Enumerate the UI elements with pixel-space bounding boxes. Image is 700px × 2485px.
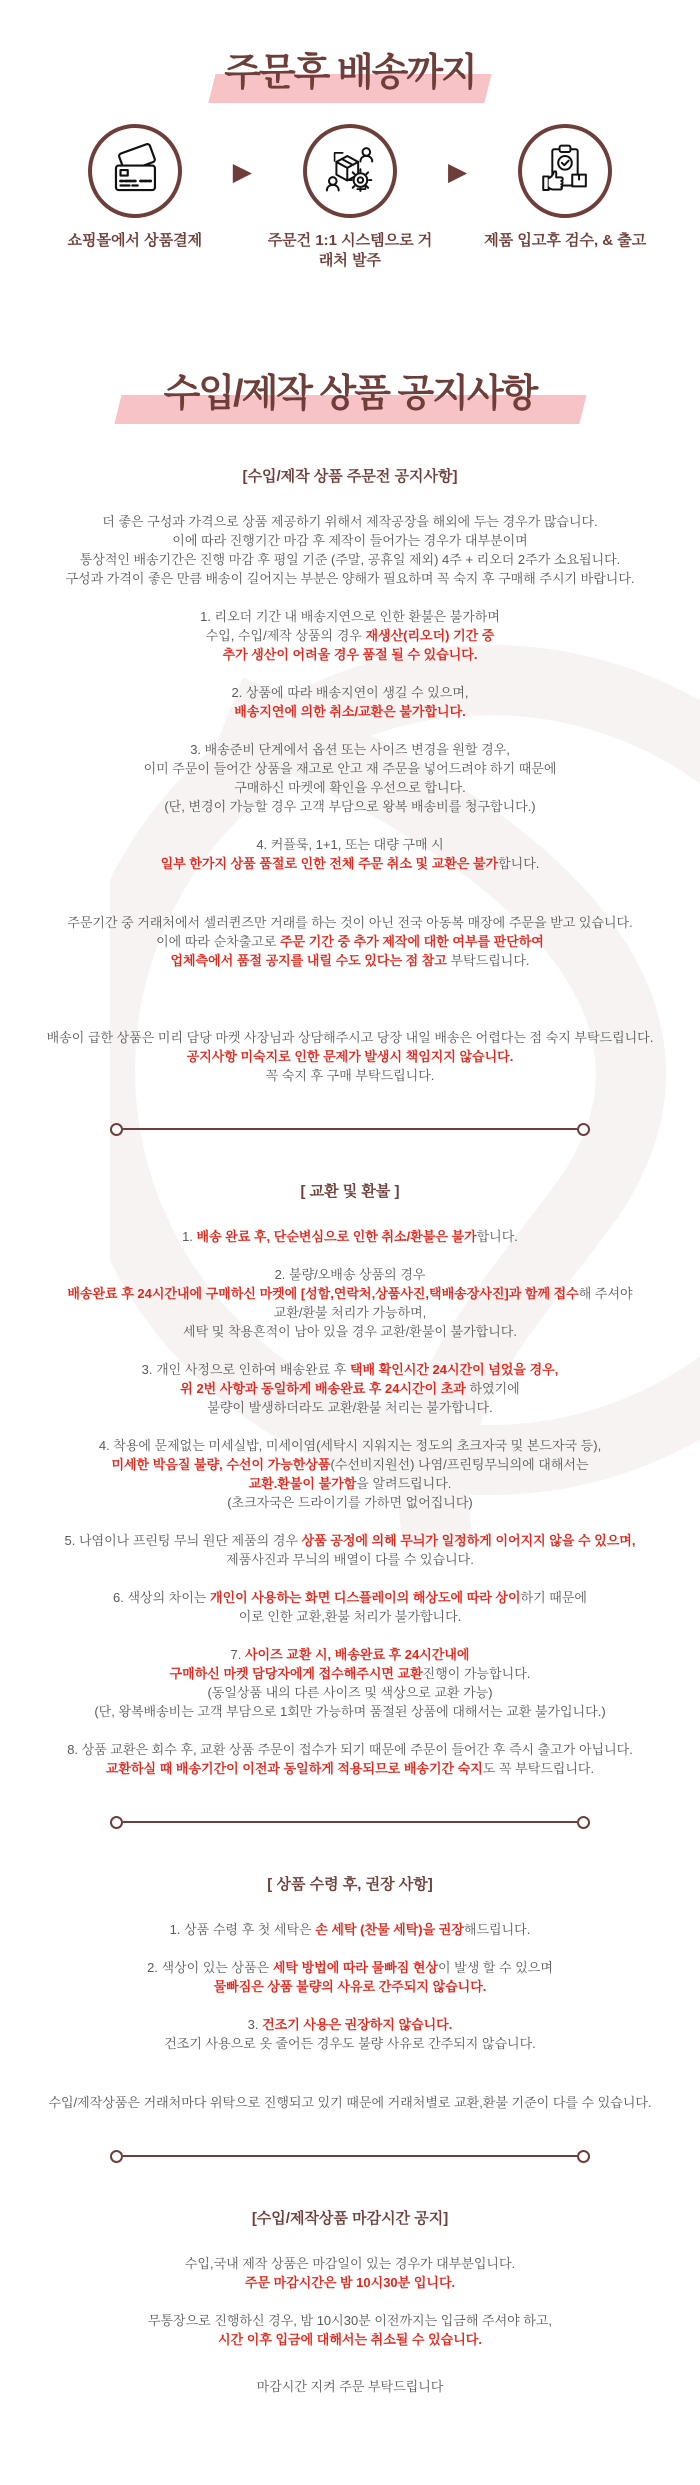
credit-card-icon [106, 142, 164, 200]
text-segment: 5. 나염이나 프린팅 무늬 원단 제품의 경우 [64, 1532, 302, 1548]
notice-line [0, 1379, 700, 1398]
text-segment: 세탁 및 착용흔적이 남아 있을 경우 교환/환불이 불가합니다. [183, 1323, 517, 1339]
text-segment: 배송이 급한 상품은 미리 담당 마켓 사장님과 상담해주시고 당장 내일 배송은 어렵다는 점 숙지 부탁드립니다. [46, 1029, 654, 1045]
text-segment: 수입, 수입/제작 상품의 경우 [205, 627, 366, 643]
highlighted-title-text: 수입/제작 상품 공지사항 [164, 371, 537, 419]
notice-line [0, 645, 700, 664]
arrow-right-icon: ▶ [448, 157, 468, 186]
text-segment: 1. 리오더 기간 내 배송지연으로 인한 환불은 불가하며 [200, 608, 500, 624]
notice-line [0, 932, 700, 951]
notice-line [0, 1455, 700, 1474]
notice-line [0, 626, 700, 645]
notice-paragraph [0, 1265, 700, 1341]
step-label-line: & 출고 [602, 231, 647, 249]
text-segment: 3. 배송준비 단계에서 옵션 또는 사이즈 변경을 원할 경우, [190, 741, 510, 757]
notice-paragraph [0, 1920, 700, 1939]
page-title-order-to-delivery [0, 0, 700, 98]
notice-line [0, 1493, 700, 1512]
text-segment: 교환.환불이 불가함 [248, 1475, 357, 1491]
text-segment: 주문 기간 중 추가 제작에 대한 여부를 판단하여 [279, 933, 544, 949]
notice-line [0, 913, 700, 932]
notice-line [0, 1303, 700, 1322]
notice-line [0, 1920, 700, 1939]
text-segment: 이로 인한 교환,환불 처리가 불가합니다. [238, 1608, 462, 1624]
notice-paragraph [0, 512, 700, 588]
notice-paragraph [0, 1740, 700, 1778]
notice-line [0, 2254, 700, 2273]
notice-line [0, 1265, 700, 1284]
notice-line [0, 797, 700, 816]
notice-paragraph [0, 2377, 700, 2396]
notice-paragraph [0, 2311, 700, 2349]
text-segment: (수선비지원선) 나염/프린팅무늬의에 대해서는 [330, 1456, 589, 1472]
notice-line [0, 1360, 700, 1379]
text-segment: 이에 따라 순차출고로 [156, 933, 280, 949]
text-segment: 주문 마감시간은 밤 10시30분 입니다. [244, 2274, 456, 2290]
step-circle [518, 124, 612, 218]
divider-endpoint-dot [577, 1816, 590, 1829]
notice-line [0, 2015, 700, 2034]
text-segment: 2. 상품에 따라 배송지연이 생길 수 있으며, [231, 684, 469, 700]
text-segment: 세탁 방법에 따라 물빠짐 현상 [272, 1959, 438, 1975]
notice-line [0, 2330, 700, 2349]
text-segment: 시간 이후 입금에 대해서는 취소될 수 있습니다. [218, 2331, 482, 2347]
divider-endpoint-dot [577, 2150, 590, 2163]
notice-line [0, 2273, 700, 2292]
text-segment: 불량이 발생하더라도 교환/환불 처리는 불가합니다. [207, 1399, 493, 1415]
text-segment: 수입,국내 제작 상품은 마감일이 있는 경우가 대부분입니다. [184, 2255, 516, 2271]
text-segment: 택배 확인시간 24시간이 넘었을 경우, [349, 1361, 559, 1377]
text-segment: 더 좋은 구성과 가격으로 상품 제공하기 위해서 제작공장을 해외에 두는 경우가 많습니다. [102, 513, 598, 529]
step-payment [47, 124, 223, 251]
step-order-system [262, 124, 438, 272]
text-segment: 무통장으로 진행하신 경우, 밤 10시30분 이전까지는 입금해 주셔야 하고, [147, 2312, 553, 2328]
section-heading: [ 상품 수령 후, 권장 사항] [267, 1875, 433, 1893]
notice-line [0, 702, 700, 721]
notice-paragraph [0, 740, 700, 816]
notice-paragraph [0, 2015, 700, 2053]
step-label-line: 주문건 1:1 시스템으로 [267, 231, 414, 249]
section-heading: [ 교환 및 환불 ] [300, 1182, 400, 1200]
step-label-line: 제품 입고후 검수, [484, 231, 599, 249]
text-segment: 이에 따라 진행기간 마감 후 제작이 들어가는 경우가 대부분이며 [172, 532, 528, 548]
divider-endpoint-dot [577, 1123, 590, 1136]
page-title-import-production-notice [0, 371, 700, 419]
notice-line [0, 1683, 700, 1702]
notice-paragraph [0, 1531, 700, 1569]
notice-line [0, 2311, 700, 2330]
notice-paragraph [0, 1028, 700, 1085]
text-segment: 재생산(리오더) 기간 중 [365, 627, 495, 643]
divider-endpoint-dot [110, 1123, 123, 1136]
text-segment: (동일상품 내의 다른 사이즈 및 색상으로 교환 가능) [207, 1684, 493, 1700]
notice-line [0, 607, 700, 626]
text-segment: 해 주셔야 [578, 1285, 633, 1301]
text-segment: 4. 착용에 문제없는 미세실밥, 미세이염(세탁시 지워지는 정도의 초크자국 및 본드자국 등), [98, 1437, 602, 1453]
text-segment: 수입/제작상품은 거래처마다 위탁으로 진행되고 있기 때문에 거래처별로 교환,환불 기준이 다를 수 있습니다. [48, 2094, 652, 2110]
text-segment: 6. 색상의 차이는 [113, 1589, 211, 1605]
notice-line [0, 569, 700, 588]
highlighted-title-text: 주문후 배송까지 [224, 50, 476, 98]
notice-sections [0, 465, 700, 2485]
notice-line [0, 759, 700, 778]
notice-section-deadline-notice [0, 2207, 700, 2396]
divider-line [123, 1128, 577, 1130]
text-segment: 위 2번 사항과 동일하게 배송완료 후 24시간이 초과 [180, 1380, 466, 1396]
text-segment: 7. [230, 1646, 245, 1662]
notice-line [0, 854, 700, 873]
text-segment: 해드립니다. [463, 1921, 531, 1937]
text-segment: (초크자국은 드라이기를 가하면 없어집니다) [227, 1494, 473, 1510]
text-segment: 1. [182, 1228, 197, 1244]
notice-line [0, 778, 700, 797]
text-segment: 하기 때문에 [520, 1589, 587, 1605]
divider-endpoint-dot [110, 1816, 123, 1829]
text-segment: 2. 색상이 있는 상품은 [147, 1959, 273, 1975]
notice-line [0, 1759, 700, 1778]
text-segment: 추가 생산이 어려울 경우 품절 될 수 있습니다. [222, 646, 478, 662]
notice-paragraph [0, 1360, 700, 1417]
notice-paragraph [0, 683, 700, 721]
notice-line [0, 1958, 700, 1977]
notice-line [0, 2093, 700, 2112]
step-label [484, 231, 646, 251]
text-segment: 제품사진과 무늬의 배열이 다를 수 있습니다. [226, 1551, 474, 1567]
notice-line [0, 1066, 700, 1085]
notice-paragraph [0, 2254, 700, 2292]
step-label-line: 상품결제 [144, 231, 203, 249]
text-segment: 상품 공정에 의해 무늬가 일정하게 이어지지 않을 수 있으며, [301, 1532, 636, 1548]
section-divider [110, 2150, 590, 2163]
text-segment: 꼭 숙지 후 구매 부탁드립니다. [265, 1067, 435, 1083]
notice-line [0, 835, 700, 854]
text-segment: 업체측에서 품절 공지를 내릴 수도 있다는 점 참고 [170, 952, 451, 968]
notice-line [0, 1322, 700, 1341]
notice-paragraph [0, 835, 700, 873]
notice-line [0, 1284, 700, 1303]
notice-line [0, 1702, 700, 1721]
text-segment: 건조기 사용은 권장하지 않습니다. [262, 2016, 453, 2032]
text-segment: 합니다. [476, 1228, 518, 1244]
text-segment: 3. 개인 사정으로 인하여 배송완료 후 [141, 1361, 350, 1377]
notice-line [0, 1645, 700, 1664]
notice-line [0, 683, 700, 702]
notice-line [0, 1550, 700, 1569]
inspection-icon [536, 142, 594, 200]
text-segment: 건조기 사용으로 옷 줄어든 경우도 불량 사유로 간주되지 않습니다. [164, 2035, 536, 2051]
notice-paragraph [0, 2093, 700, 2112]
text-segment: 주문기간 중 거래처에서 셀러퀸즈만 거래를 하는 것이 아닌 전국 아동복 매장에 주문을 받고 있습니다. [67, 914, 633, 930]
notice-line [0, 1398, 700, 1417]
text-segment: 구성과 가격이 좋은 만큼 배송이 길어지는 부분은 양해가 필요하며 꼭 숙지 후 구매해 주시기 바랍니다. [65, 570, 635, 586]
notice-line [0, 1664, 700, 1683]
text-segment: 1. 상품 수령 후 첫 세탁은 [169, 1921, 316, 1937]
text-segment: 손 세탁 (찬물 세탁)을 권장 [315, 1921, 464, 1937]
step-circle [88, 124, 182, 218]
step-label [262, 231, 438, 272]
notice-paragraph [0, 913, 700, 970]
notice-line [0, 1047, 700, 1066]
notice-section-exchange-refund [0, 1180, 700, 1778]
notice-section-pre-order-notice [0, 465, 700, 1085]
text-segment: 교환/환불 처리가 가능하며, [273, 1304, 427, 1320]
notice-paragraph [0, 607, 700, 664]
notice-paragraph [0, 1227, 700, 1246]
text-segment: 3. [247, 2016, 263, 2032]
step-circle [303, 124, 397, 218]
text-segment: 배송 완료 후, 단순변심으로 인한 취소/환불은 불가 [196, 1228, 477, 1244]
notice-line [0, 1474, 700, 1493]
text-segment: 도 꼭 부탁드립니다. [482, 1760, 595, 1776]
order-system-icon [321, 142, 379, 200]
text-segment: 2. 불량/오배송 상품의 경우 [274, 1266, 426, 1282]
section-divider [110, 1123, 590, 1136]
notice-section-after-receipt [0, 1873, 700, 2112]
notice-paragraph [0, 1436, 700, 1512]
step-inspection-shipping [477, 124, 653, 251]
step-label-line: 거래처 발주 [318, 231, 433, 269]
text-segment: 공지사항 미숙지로 인한 문제가 발생시 책임지지 않습니다. [186, 1048, 514, 1064]
text-segment: 통상적인 배송기간은 진행 마감 후 평일 기준 (주말, 공휴일 제외) 4주 + 리오더 2주가 소요됩니다. [79, 551, 621, 567]
step-label [67, 231, 202, 251]
text-segment: 구매하신 마켓에 확인을 우선으로 합니다. [234, 779, 466, 795]
section-divider [110, 1816, 590, 1829]
notice-line [0, 1531, 700, 1550]
notice-line [0, 951, 700, 970]
notice-paragraph [0, 1958, 700, 1996]
text-segment: 합니다. [498, 855, 540, 871]
notice-line [0, 1436, 700, 1455]
notice-line [0, 512, 700, 531]
text-segment: 일부 한가지 상품 품절로 인한 전체 주문 취소 및 교환은 불가 [160, 855, 499, 871]
divider-endpoint-dot [110, 2150, 123, 2163]
text-segment: 4. 커플룩, 1+1, 또는 대량 구매 시 [256, 836, 444, 852]
order-process-steps [0, 124, 700, 272]
section-heading: [수입/제작상품 마감시간 공지] [251, 2209, 449, 2227]
notice-line [0, 1227, 700, 1246]
section-heading: [수입/제작 상품 주문전 공지사항] [242, 467, 458, 485]
text-segment: 개인이 사용하는 화면 디스플레이의 해상도에 따라 상이 [210, 1589, 521, 1605]
text-segment: 교환하실 때 배송기간이 이전과 동일하게 적용되므로 배송기간 숙지 [105, 1760, 483, 1776]
notice-line [0, 531, 700, 550]
notice-line [0, 2377, 700, 2396]
text-segment: 마감시간 지켜 주문 부탁드립니다 [256, 2378, 444, 2394]
divider-line [123, 1821, 577, 1823]
notice-line [0, 740, 700, 759]
notice-line [0, 1028, 700, 1047]
text-segment: 이미 주문이 들어간 상품을 재고로 안고 재 주문을 넣어드려야 하기 때문에 [143, 760, 557, 776]
text-segment: 물빠짐은 상품 불량의 사유로 간주되지 않습니다. [213, 1978, 487, 1994]
notice-line [0, 1977, 700, 1996]
notice-line [0, 1588, 700, 1607]
step-label-line: 쇼핑몰에서 [67, 231, 140, 249]
text-segment: 구매하신 마켓 담당자에게 접수해주시면 교환 [169, 1665, 423, 1681]
text-segment: (단, 변경이 가능할 경우 고객 부담으로 왕복 배송비를 청구합니다.) [164, 798, 536, 814]
text-segment: 미세한 박음질 불량, 수선이 가능한상품 [111, 1456, 331, 1472]
text-segment: 이 발생 할 수 있으며 [438, 1959, 553, 1975]
notice-paragraph [0, 1645, 700, 1721]
notice-line [0, 550, 700, 569]
text-segment: 배송완료 후 24시간내에 구매하신 마켓에 [성함,연락처,상품사진,택배송장사진]과 함께 접수 [67, 1285, 579, 1301]
text-segment: 을 알려드립니다. [356, 1475, 452, 1491]
text-segment: (단, 왕복배송비는 고객 부담으로 1회만 가능하며 품절된 상품에 대해서는 교환 불가입니다.) [94, 1703, 606, 1719]
text-segment: 진행이 가능합니다. [422, 1665, 531, 1681]
notice-paragraph [0, 1588, 700, 1626]
text-segment: 배송지연에 의한 취소/교환은 불가합니다. [234, 703, 466, 719]
arrow-right-icon: ▶ [232, 157, 252, 186]
divider-line [123, 2155, 577, 2157]
text-segment: 하였기에 [465, 1380, 520, 1396]
notice-line [0, 2034, 700, 2053]
text-segment: 사이즈 교환 시, 배송완료 후 24시간내에 [244, 1646, 470, 1662]
text-segment: 부탁드립니다. [450, 952, 530, 968]
notice-line [0, 1607, 700, 1626]
notice-line [0, 1740, 700, 1759]
text-segment: 8. 상품 교환은 회수 후, 교환 상품 주문이 접수가 되기 때문에 주문이 들어간 후 즉시 출고가 아닙니다. [67, 1741, 633, 1757]
